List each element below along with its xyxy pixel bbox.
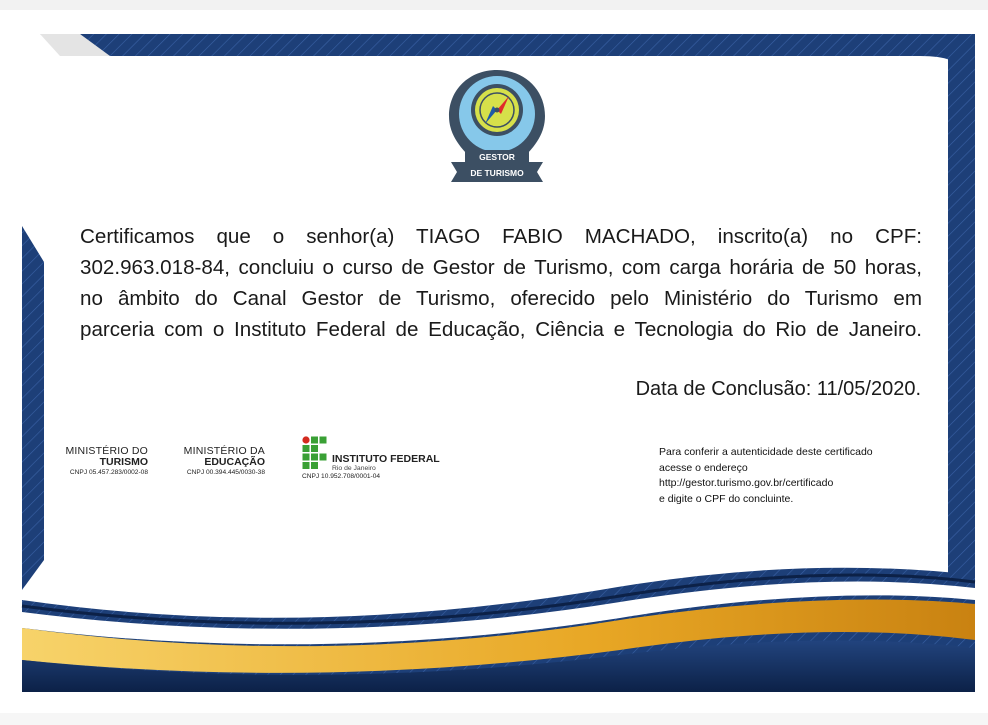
gestor-turismo-seal: [445, 66, 549, 198]
logo-ministerio-educacao: [168, 446, 265, 477]
body-line: Certificamos que o senhor(a) TIAGO FABIO MACHADO, inscrito(a) no CPF:: [80, 225, 922, 248]
if-mark-icon: [302, 436, 330, 472]
turismo-name: TURISMO: [99, 456, 148, 469]
body-line: no âmbito do Canal Gestor de Turismo, oferecido pelo Ministério do Turismo em: [80, 287, 922, 310]
if-cnpj: CNPJ 10.952.708/0001-04: [302, 473, 381, 480]
logo-ministerio-turismo: [52, 446, 148, 477]
if-subtitle: Rio de Janeiro: [332, 465, 376, 472]
educacao-cnpj: CNPJ 00.394.445/0030-38: [186, 469, 265, 477]
certificate-body: [80, 221, 922, 345]
seal-line1: GESTOR: [479, 152, 515, 162]
verify-line: Para conferir a autenticidade deste certificado: [659, 446, 873, 458]
seal-line2: DE TURISMO: [470, 168, 524, 178]
completion-date: Data de Conclusão: 11/05/2020.: [635, 378, 921, 400]
verify-line: acesse o endereço: [659, 461, 748, 474]
body-line: parceria com o Instituto Federal de Educação, Ciência e Tecnologia do Rio de Janeiro.: [80, 318, 922, 341]
turismo-top: MINISTÉRIO DO: [65, 445, 148, 457]
educacao-top: MINISTÉRIO DA: [183, 445, 265, 457]
verify-line: e digite o CPF do concluinte.: [659, 492, 794, 505]
turismo-cnpj: CNPJ 05.457.283/0002-08: [69, 469, 148, 477]
body-line: 302.963.018-84, concluiu o curso de Gestor de Turismo, com carga horária de 50 horas,: [80, 256, 922, 279]
verify-url: http://gestor.turismo.gov.br/certificado: [659, 477, 834, 489]
verification-note: [659, 445, 919, 507]
if-title: INSTITUTO FEDERAL: [332, 453, 440, 465]
bottom-strip: [0, 713, 988, 725]
educacao-name: EDUCAÇÃO: [204, 456, 265, 469]
